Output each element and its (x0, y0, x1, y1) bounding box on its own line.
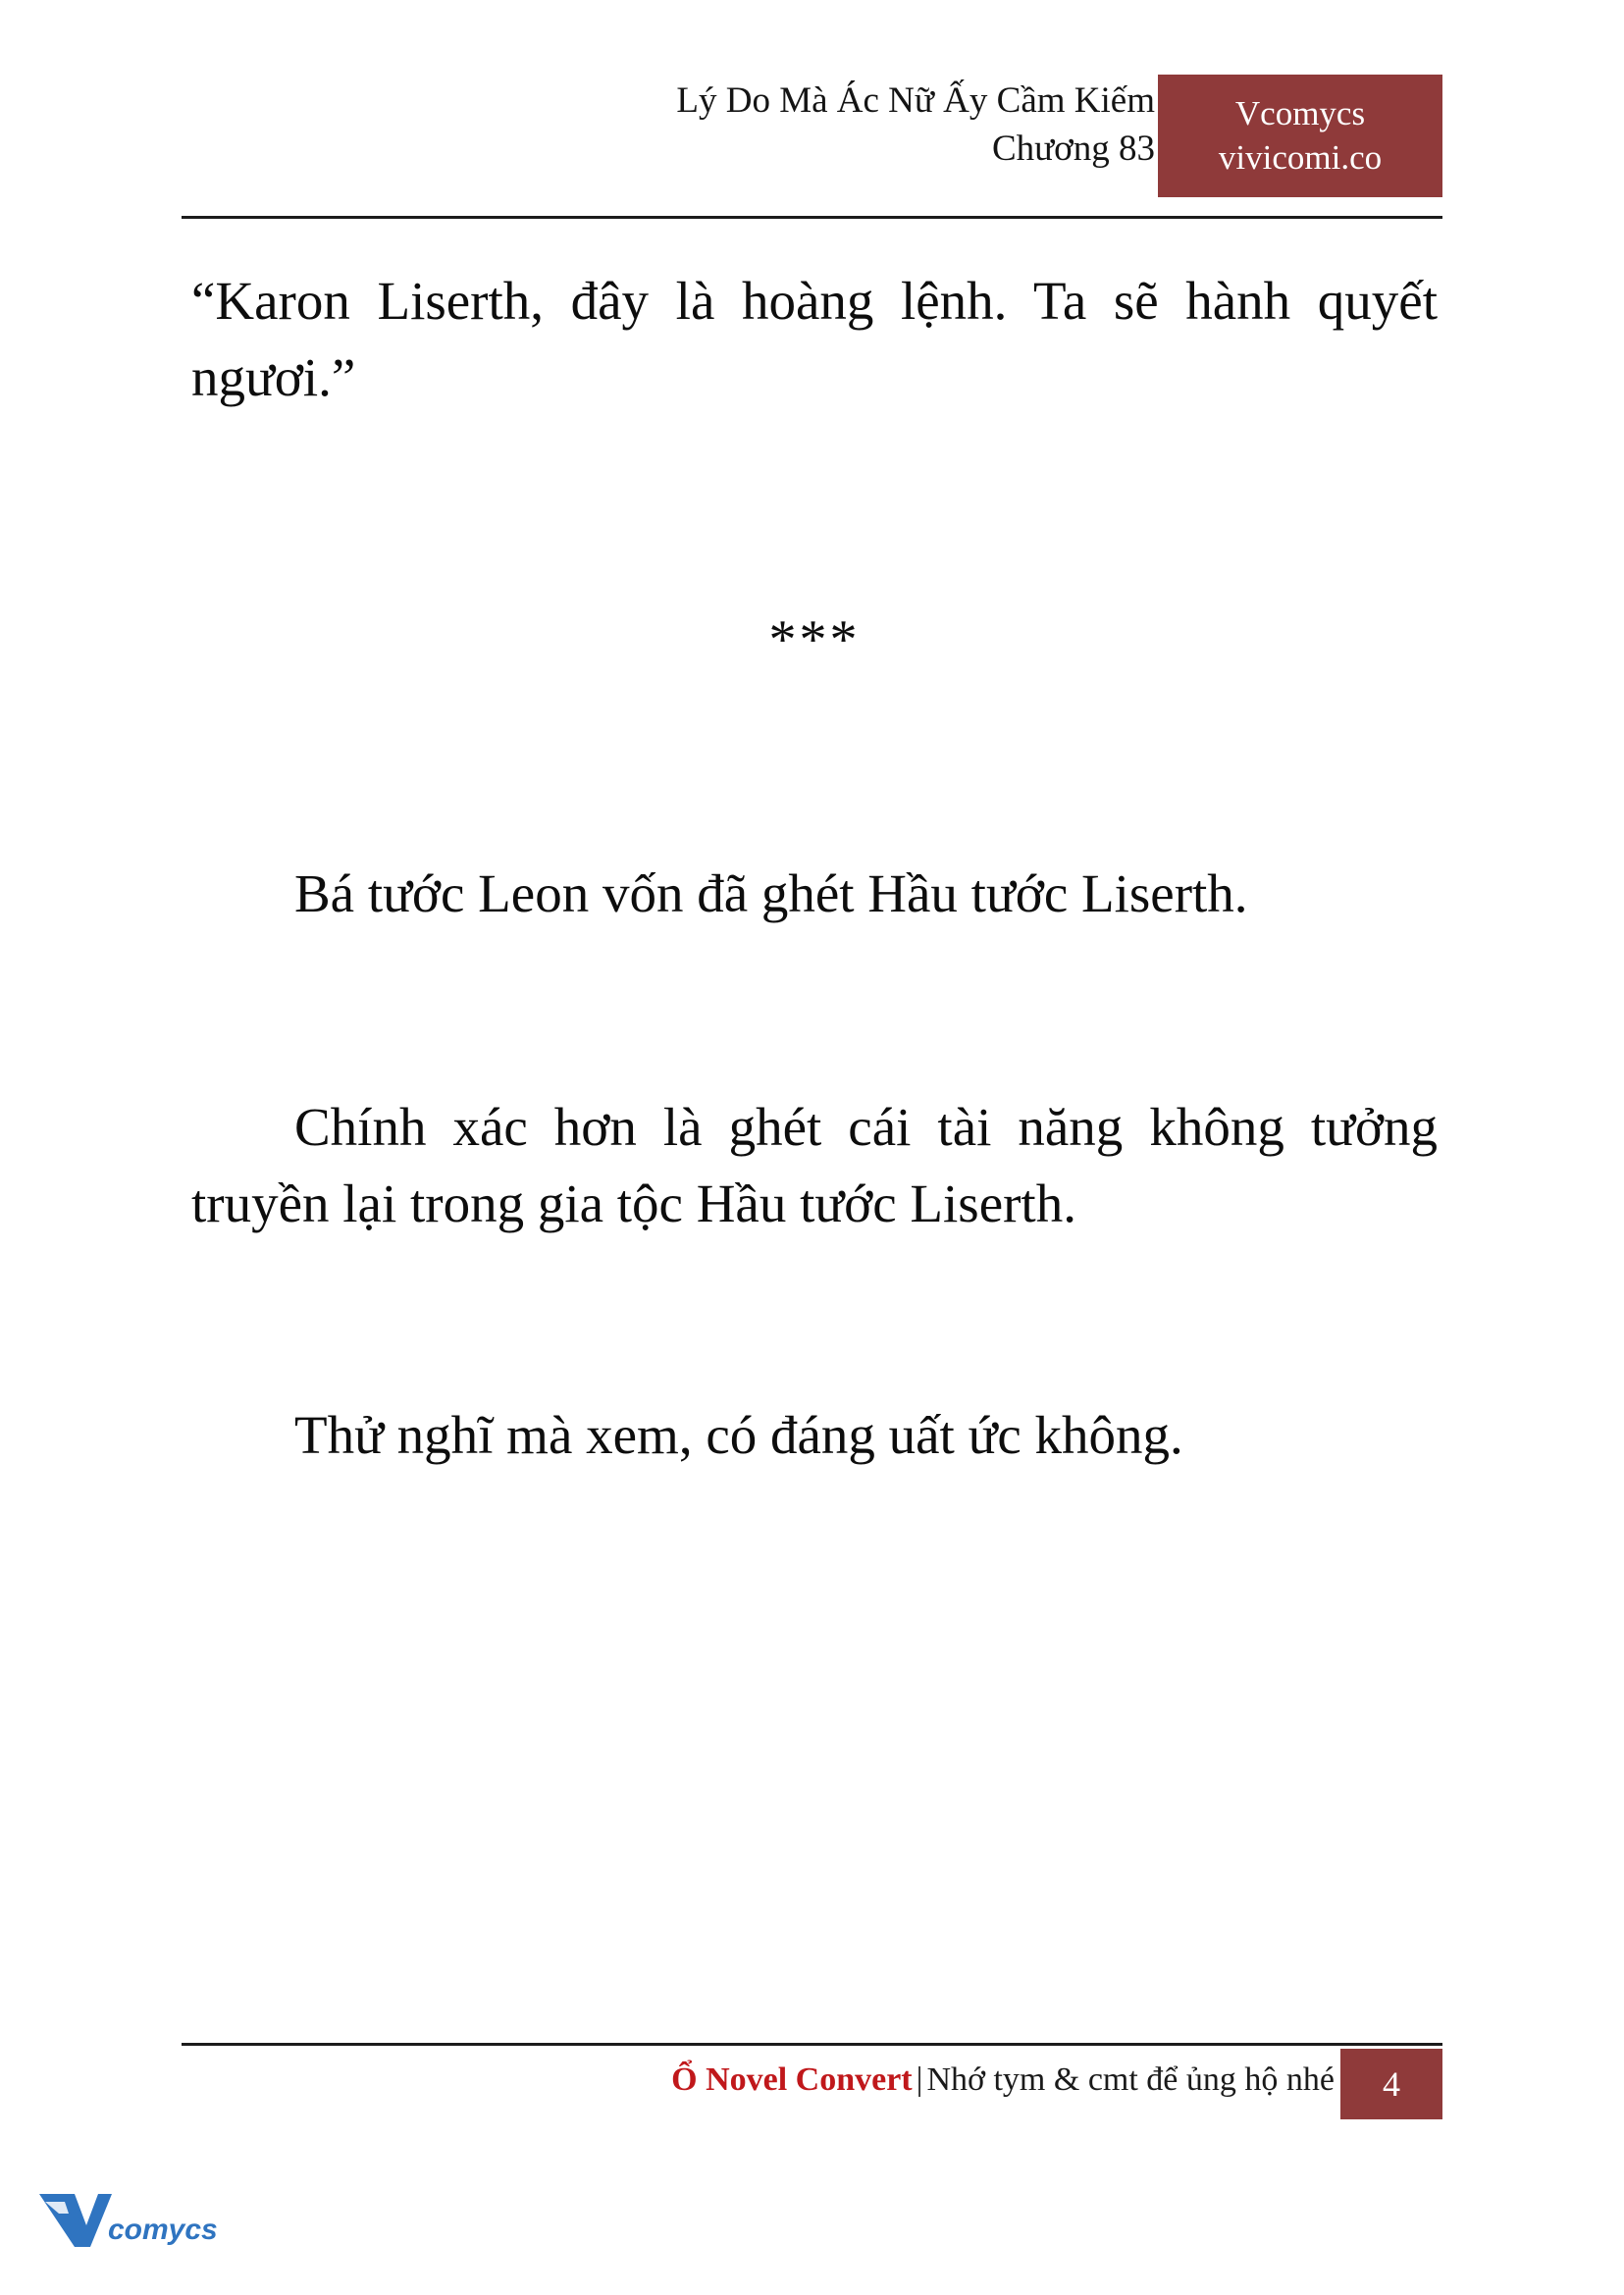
header-divider (182, 216, 1442, 219)
footer-note: Nhớ tym & cmt để ủng hộ nhé (926, 2061, 1335, 2098)
spacer-2 (191, 671, 1438, 856)
spacer-1 (191, 416, 1438, 608)
site-badge-url: vivicomi.co (1218, 137, 1383, 177)
footer-separator: | (916, 2061, 923, 2098)
paragraph-1: Bá tước Leon vốn đã ghét Hầu tước Liserth. (294, 863, 1248, 924)
page-content (191, 263, 1438, 1475)
chapter-label: Chương 83 (991, 129, 1155, 170)
spacer-3 (191, 932, 1438, 1089)
page-number-badge: 4 (1340, 2049, 1442, 2119)
footer-credit (353, 2059, 1335, 2102)
site-badge-name: Vcomycs (1234, 93, 1366, 132)
header-title-block (311, 77, 1155, 173)
page-title: Lý Do Mà Ác Nữ Ấy Cầm Kiếm (676, 80, 1155, 121)
svg-text:comycs: comycs (108, 2214, 218, 2246)
paragraph-quote: “Karon Liserth, đây là hoàng lệnh. Ta sẽ hành quyết ngươi.” (191, 271, 1438, 408)
site-badge (1158, 75, 1442, 197)
scene-divider: *** (768, 609, 861, 671)
page-footer (182, 2051, 1442, 2121)
paragraph-2: Chính xác hơn là ghét cái tài năng không tưởng truyền lại trong gia tộc Hầu tước Liserth. (191, 1097, 1438, 1234)
spacer-4 (191, 1242, 1438, 1397)
footer-divider (182, 2043, 1442, 2046)
footer-brand: Ổ Novel Convert (671, 2061, 913, 2098)
vcomycs-watermark-logo (35, 2186, 251, 2269)
page-header (182, 77, 1442, 216)
paragraph-3: Thử nghĩ mà xem, có đáng uất ức không. (294, 1405, 1183, 1466)
